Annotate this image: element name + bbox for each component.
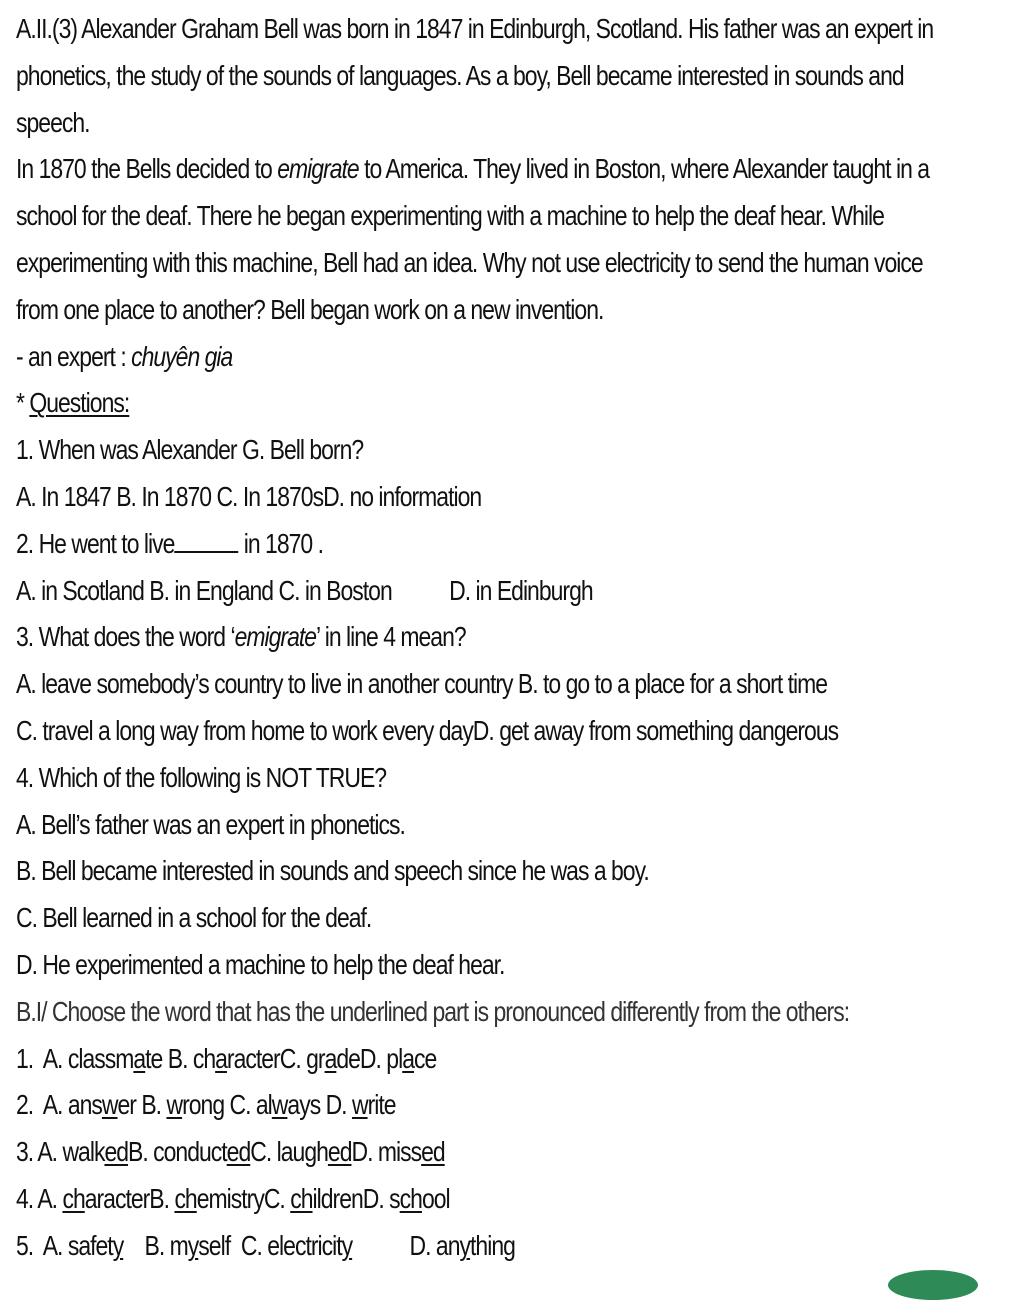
underlined-part: a	[324, 1042, 337, 1074]
heading-star: *	[16, 387, 30, 419]
question-4: 4. Which of the following is NOT TRUE?	[16, 761, 387, 793]
underlined-part: a	[133, 1042, 146, 1074]
question-3-options: C. travel a long way from home to work every dayD. get away from something dangerous	[16, 714, 839, 746]
underlined-part: ed	[421, 1136, 445, 1168]
underlined-part: w	[101, 1089, 118, 1121]
question-1-options: A. In 1847 B. In 1870 C. In 1870sD. no information	[16, 480, 482, 512]
passage-line: from one place to another? Bell began work on a new invention.	[16, 293, 604, 325]
option-text: emistryC.	[196, 1182, 291, 1214]
underlined-part: a	[215, 1042, 227, 1074]
option-text: D. miss	[351, 1136, 422, 1168]
underlined-part: y	[341, 1229, 353, 1261]
vocab-note	[16, 334, 1016, 381]
option-text: B. conduct	[128, 1136, 227, 1168]
item-number: 4.	[16, 1182, 38, 1214]
pronunciation-item-2	[16, 1082, 1016, 1129]
pronunciation-item-5	[16, 1223, 1016, 1270]
underlined-part: ed	[327, 1136, 352, 1168]
underlined-part: ed	[226, 1136, 251, 1168]
underlined-part: y	[459, 1229, 471, 1261]
option-text: A. classm	[42, 1042, 134, 1074]
question-2-text: 2. He went to live	[16, 527, 175, 559]
emigrate-word: emigrate	[277, 153, 359, 185]
option-text: D. an	[409, 1229, 460, 1261]
option-text: self C. electricit	[198, 1229, 342, 1261]
passage-line	[16, 146, 1016, 193]
pronunciation-item-1	[16, 1036, 1016, 1083]
question-3-text-end: ’ in line 4 mean?	[316, 621, 466, 653]
item-number: 1.	[16, 1042, 43, 1074]
option-text: A. walk	[37, 1136, 105, 1168]
question-2-text-end: in 1870 .	[238, 527, 323, 559]
option-text: aracterB.	[84, 1182, 175, 1214]
questions-heading	[16, 380, 1016, 427]
option-text: ce	[414, 1042, 437, 1074]
underlined-part: ed	[104, 1136, 129, 1168]
green-corner-shape	[888, 1270, 978, 1300]
passage-line: school for the deaf. There he began experimenting with a machine to help the deaf hear. While	[16, 200, 884, 232]
question-2	[16, 521, 1016, 568]
passage-line: speech.	[16, 106, 90, 138]
vocab-term: - an expert :	[16, 340, 132, 372]
option-text: racterC. gr	[226, 1042, 325, 1074]
underlined-part: w	[351, 1089, 368, 1121]
question-3	[16, 614, 1016, 661]
question-4-option-b: B. Bell became interested in sounds and speech since he was a boy.	[16, 855, 649, 887]
passage-line: phonetics, the study of the sounds of languages. As a boy, Bell became interested in sounds and	[16, 59, 904, 91]
underlined-part: y	[112, 1229, 124, 1261]
question-4-option-c: C. Bell learned in a school for the deaf.	[16, 902, 372, 934]
heading-text: Questions:	[29, 387, 130, 419]
item-number: 5.	[16, 1229, 43, 1261]
question-3-options: A. leave somebody’s country to live in another country B. to go to a place for a short time	[16, 668, 828, 700]
fill-in-blank	[174, 531, 238, 553]
item-number: 3.	[16, 1136, 38, 1168]
option-text: A. ans	[42, 1089, 102, 1121]
item-number: 2.	[16, 1089, 43, 1121]
option-text: rong C. al	[182, 1089, 272, 1121]
underlined-part: w	[166, 1089, 183, 1121]
passage-line: A.II.(3) Alexander Graham Bell was born in 1847 in Edinburgh, Scotland. His father was an expert in	[16, 13, 934, 44]
section-b-instruction: B.I/ Choose the word that has the underlined part is pronounced differently from the others:	[16, 995, 850, 1027]
underlined-part: ch	[399, 1182, 422, 1214]
document-page	[16, 6, 1016, 1270]
passage-line: experimenting with this machine, Bell had an idea. Why not use electricity to send the human voice	[16, 246, 923, 278]
option-text: er B.	[117, 1089, 167, 1121]
underlined-part: ch	[174, 1182, 197, 1214]
option-text: A. safet	[42, 1229, 113, 1261]
question-2-options	[16, 568, 1016, 615]
question-2-options-a: A. in Scotland B. in England C. in Boston	[16, 574, 392, 606]
passage-text: In 1870 the Bells decided to	[16, 153, 278, 185]
option-text: te B. ch	[145, 1042, 216, 1074]
question-1: 1. When was Alexander G. Bell born?	[16, 434, 364, 466]
option-text: ildrenD. s	[312, 1182, 400, 1214]
underlined-part: ch	[62, 1182, 85, 1214]
emigrate-word: emigrate	[234, 621, 317, 653]
question-3-text: 3. What does the word ‘	[16, 621, 235, 653]
option-text: B. m	[144, 1229, 188, 1261]
option-text: thing	[470, 1229, 515, 1261]
pronunciation-item-4	[16, 1176, 1016, 1223]
passage-text: to America. They lived in Boston, where Alexander taught in a	[358, 153, 930, 185]
underlined-part: a	[402, 1042, 415, 1074]
option-text: rite	[367, 1089, 396, 1121]
underlined-part: y	[187, 1229, 199, 1261]
pronunciation-item-3	[16, 1129, 1016, 1176]
option-text: deD. pl	[336, 1042, 403, 1074]
question-4-option-d: D. He experimented a machine to help the deaf hear.	[16, 948, 505, 980]
option-text: ool	[421, 1182, 450, 1214]
underlined-part: ch	[290, 1182, 313, 1214]
question-2-options-b: D. in Edinburgh	[449, 574, 593, 606]
option-text: C. laugh	[250, 1136, 328, 1168]
question-4-option-a: A. Bell’s father was an expert in phonetics.	[16, 808, 405, 840]
option-text: ays D.	[287, 1089, 352, 1121]
vocab-translation: chuyên gia	[131, 340, 233, 372]
option-text: A.	[37, 1182, 63, 1214]
underlined-part: w	[271, 1089, 288, 1121]
pronunciation-list	[16, 1036, 1016, 1270]
